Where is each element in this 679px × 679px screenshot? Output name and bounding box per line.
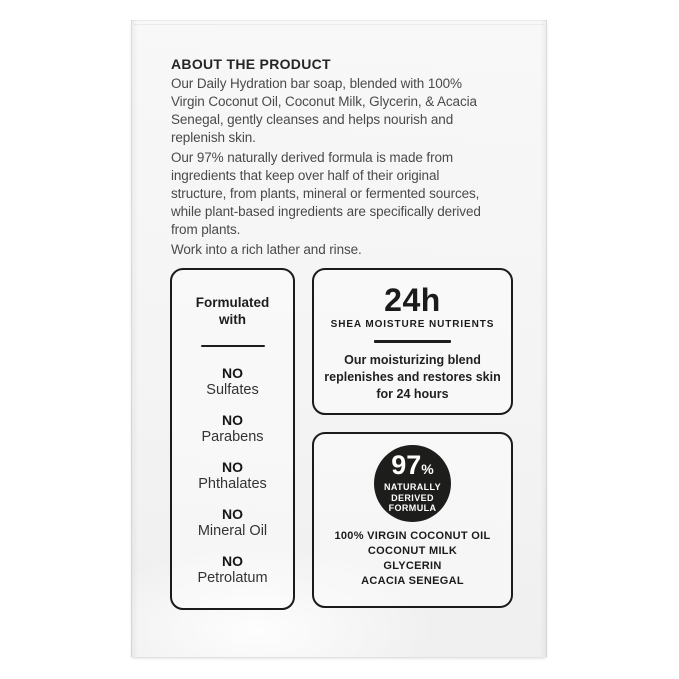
info-panels: [170, 268, 521, 610]
free-from-list: [172, 365, 293, 587]
excluded-ingredient: Mineral Oil: [197, 523, 268, 539]
excluded-ingredient: Sulfates: [206, 382, 259, 398]
list-item: [172, 553, 293, 587]
no-qualifier: NO: [222, 506, 243, 522]
formulated-title: [172, 294, 293, 328]
paragraph-line: structure, from plants, mineral or fermented sources,: [171, 186, 480, 201]
badge-text-line: NATURALLY: [383, 482, 442, 493]
formulated-title-line: with: [219, 312, 246, 327]
moisture-body-line: for 24 hours: [376, 387, 449, 401]
about-paragraph-2: [171, 149, 521, 239]
paragraph-line: replenish skin.: [171, 130, 256, 145]
naturally-derived-panel: [312, 432, 513, 608]
paragraph-line: Work into a rich lather and rinse.: [171, 242, 362, 257]
no-qualifier: NO: [222, 412, 243, 428]
paragraph-line: while plant-based ingredients are specifically derived: [171, 204, 481, 219]
paragraph-line: ingredients that keep over half of their original: [171, 168, 440, 183]
list-item: [172, 459, 293, 493]
badge-percent: [391, 450, 434, 482]
key-ingredients-list: [314, 529, 511, 589]
moisture-body-line: replenishes and restores skin: [324, 370, 501, 384]
about-paragraph-1: [171, 75, 521, 147]
moisture-subheadline: SHEA MOISTURE NUTRIENTS: [330, 319, 495, 330]
moisture-nutrients-panel: [312, 268, 513, 415]
list-item: [172, 506, 293, 540]
product-box-back-panel: [131, 20, 547, 657]
paragraph-line: Our Daily Hydration bar soap, blended with 100%: [171, 76, 462, 91]
list-item: [172, 412, 293, 446]
no-qualifier: NO: [222, 365, 243, 381]
moisture-body-line: Our moisturizing blend: [344, 353, 481, 367]
panel-divider: [374, 340, 451, 343]
usage-instruction: [171, 241, 521, 259]
panel-divider: [201, 345, 265, 347]
97-percent-badge: [374, 445, 451, 522]
excluded-ingredient: Phthalates: [198, 476, 267, 492]
ingredient-item: COCONUT MILK: [367, 545, 458, 557]
right-panel-column: [312, 268, 513, 610]
paragraph-line: Senegal, gently cleanses and helps nourish and: [171, 112, 454, 127]
about-heading: ABOUT THE PRODUCT: [171, 56, 331, 72]
excluded-ingredient: Petrolatum: [197, 570, 268, 586]
moisture-body: [314, 352, 511, 403]
moisture-headline: 24h: [384, 282, 441, 318]
ingredient-item: ACACIA SENEGAL: [361, 575, 464, 587]
list-item: [172, 365, 293, 399]
ingredient-item: GLYCERIN: [383, 560, 442, 572]
paragraph-line: Our 97% naturally derived formula is made from: [171, 150, 454, 165]
badge-percent-number: 97: [391, 450, 422, 481]
no-qualifier: NO: [222, 553, 243, 569]
badge-text-line: FORMULA: [388, 503, 437, 514]
formulated-title-line: Formulated: [195, 295, 270, 310]
excluded-ingredient: Parabens: [201, 429, 264, 445]
badge-percent-sign: %: [421, 461, 434, 478]
paragraph-line: Virgin Coconut Oil, Coconut Milk, Glycerin, & Acacia: [171, 94, 477, 109]
ingredient-item: 100% VIRGIN COCONUT OIL: [334, 530, 491, 542]
formulated-with-panel: [170, 268, 295, 610]
badge-text-line: DERIVED: [391, 492, 434, 503]
no-qualifier: NO: [222, 459, 243, 475]
label-content: [131, 20, 547, 657]
paragraph-line: from plants.: [171, 222, 241, 237]
